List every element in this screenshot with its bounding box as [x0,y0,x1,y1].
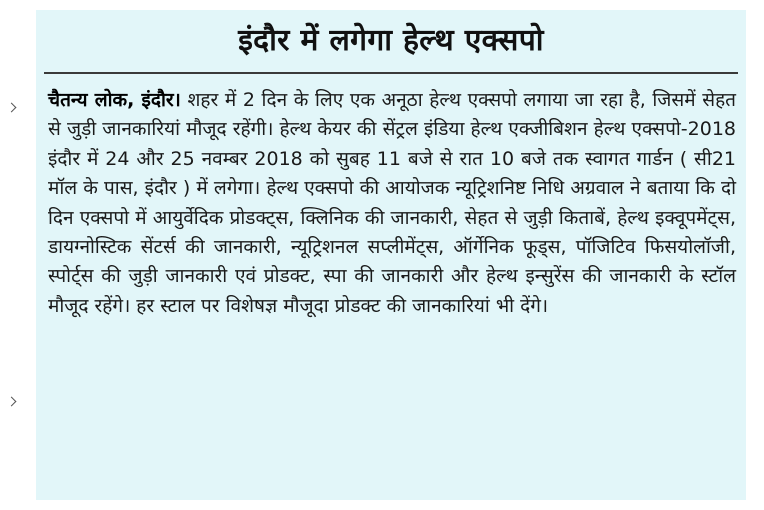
headline: इंदौर में लगेगा हेल्थ एक्सपो [238,23,544,58]
dateline: चैतन्य लोक, इंदौर। [48,89,181,111]
article-body [48,86,736,321]
news-clipping [36,10,746,500]
article-text: शहर में 2 दिन के लिए एक अनूठा हेल्थ एक्सपो लगाया जा रहा है, जिसमें सेहत से जुड़ी जानकारियां मौजूद रहेंगी। हेल्थ केयर की सेंट्रल इंडिया हेल्थ एक्जीबिशन हेल्थ एक्सपो-2018 इंदौर में 24 और 25 नवम्बर 2018 को सुबह 11 बजे से रात 10 बजे तक स्वागत गार्डन ( सी21 मॉल के पास, इंदौर ) में लगेगा। हेल्थ एक्सपो की आयोजक न्यूट्रिशनिष्ट निधि अग्रवाल ने बताया कि दो दिन एक्सपो में आयुर्वेदिक प्रोडक्ट्स, क्लिनिक की जानकारी, सेहत से जुड़ी किताबें, हेल्थ इक्वूपमेंट्स, डायग्नोस्टिक सेंटर्स की जानकारी, न्यूट्रिशनल सप्लीमेंट्स, ऑर्गेनिक फूड्स, पॉजिटिव फिसयोलॉजी, स्पोर्ट्स की जुड़ी जानकारी एवं प्रोडक्ट, स्पा की जानकारी और हेल्थ इन्सुरेंस की जानकारी के स्टॉल मौजूद रहेंगे। हर स्टाल पर विशेषज्ञ मौजूदा प्रोडक्ट की जानकारियां भी देंगे। [48,89,736,317]
page-edge-mark [7,103,17,113]
page-edge-mark [7,397,17,407]
headline-divider [44,72,738,74]
